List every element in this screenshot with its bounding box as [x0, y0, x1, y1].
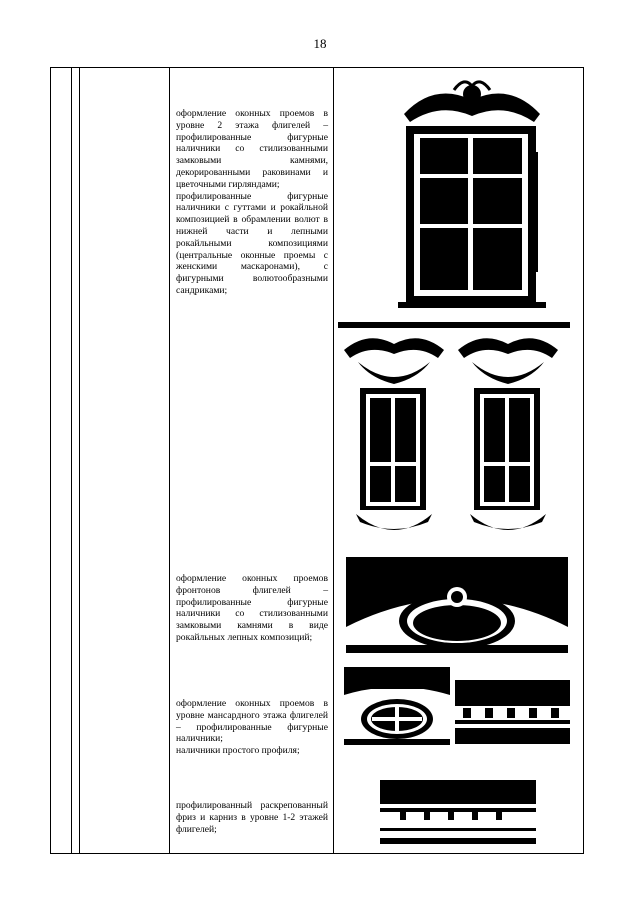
description-paragraph: оформление оконных проемов в уровне мансардного этажа флигелей – профилированные фигурные наличники; — [176, 698, 328, 745]
column-divider — [71, 68, 72, 853]
description-pediment-windows — [176, 573, 328, 644]
cornice-frieze-photo — [380, 780, 536, 844]
description-mansard-windows — [176, 698, 328, 757]
description-paragraph: оформление оконных проемов в уровне 2 этажа флигелей – профилированные фигурные наличники со стилизованными замковыми камнями, декорированными раковинами и цветочными гирляндами; — [176, 108, 328, 190]
mansard-frieze-photo — [455, 680, 570, 744]
mansard-oval-window-photo — [344, 667, 450, 745]
column-divider — [79, 68, 80, 853]
page-number: 18 — [313, 36, 327, 51]
description-frieze-cornice — [176, 800, 328, 835]
pediment-window-photo — [346, 557, 568, 653]
paired-windows-with-rocaille-photo — [338, 322, 570, 548]
column-divider — [333, 68, 334, 853]
description-window-level-2 — [176, 108, 328, 297]
window-with-volute-sandrik-photo — [384, 72, 560, 318]
description-paragraph: оформление оконных проемов фронтонов флигелей – профилированные фигурные наличники со стилизованными замковыми камнями в виде рокайльных лепных композиций; — [176, 573, 328, 643]
description-paragraph: профилированный раскрепованный фриз и карниз в уровне 1-2 этажей флигелей; — [176, 800, 328, 835]
description-paragraph: наличники простого профиля; — [176, 745, 300, 757]
description-paragraph: профилированные фигурные наличники с гуттами и рокайльной композицией в обрамлении волют в нижней части и лепными рокайльными композициями (центральные оконные проемы с женскими маскаронами), с фигурными волютообразными сандриками; — [176, 190, 328, 296]
column-divider — [169, 68, 170, 853]
